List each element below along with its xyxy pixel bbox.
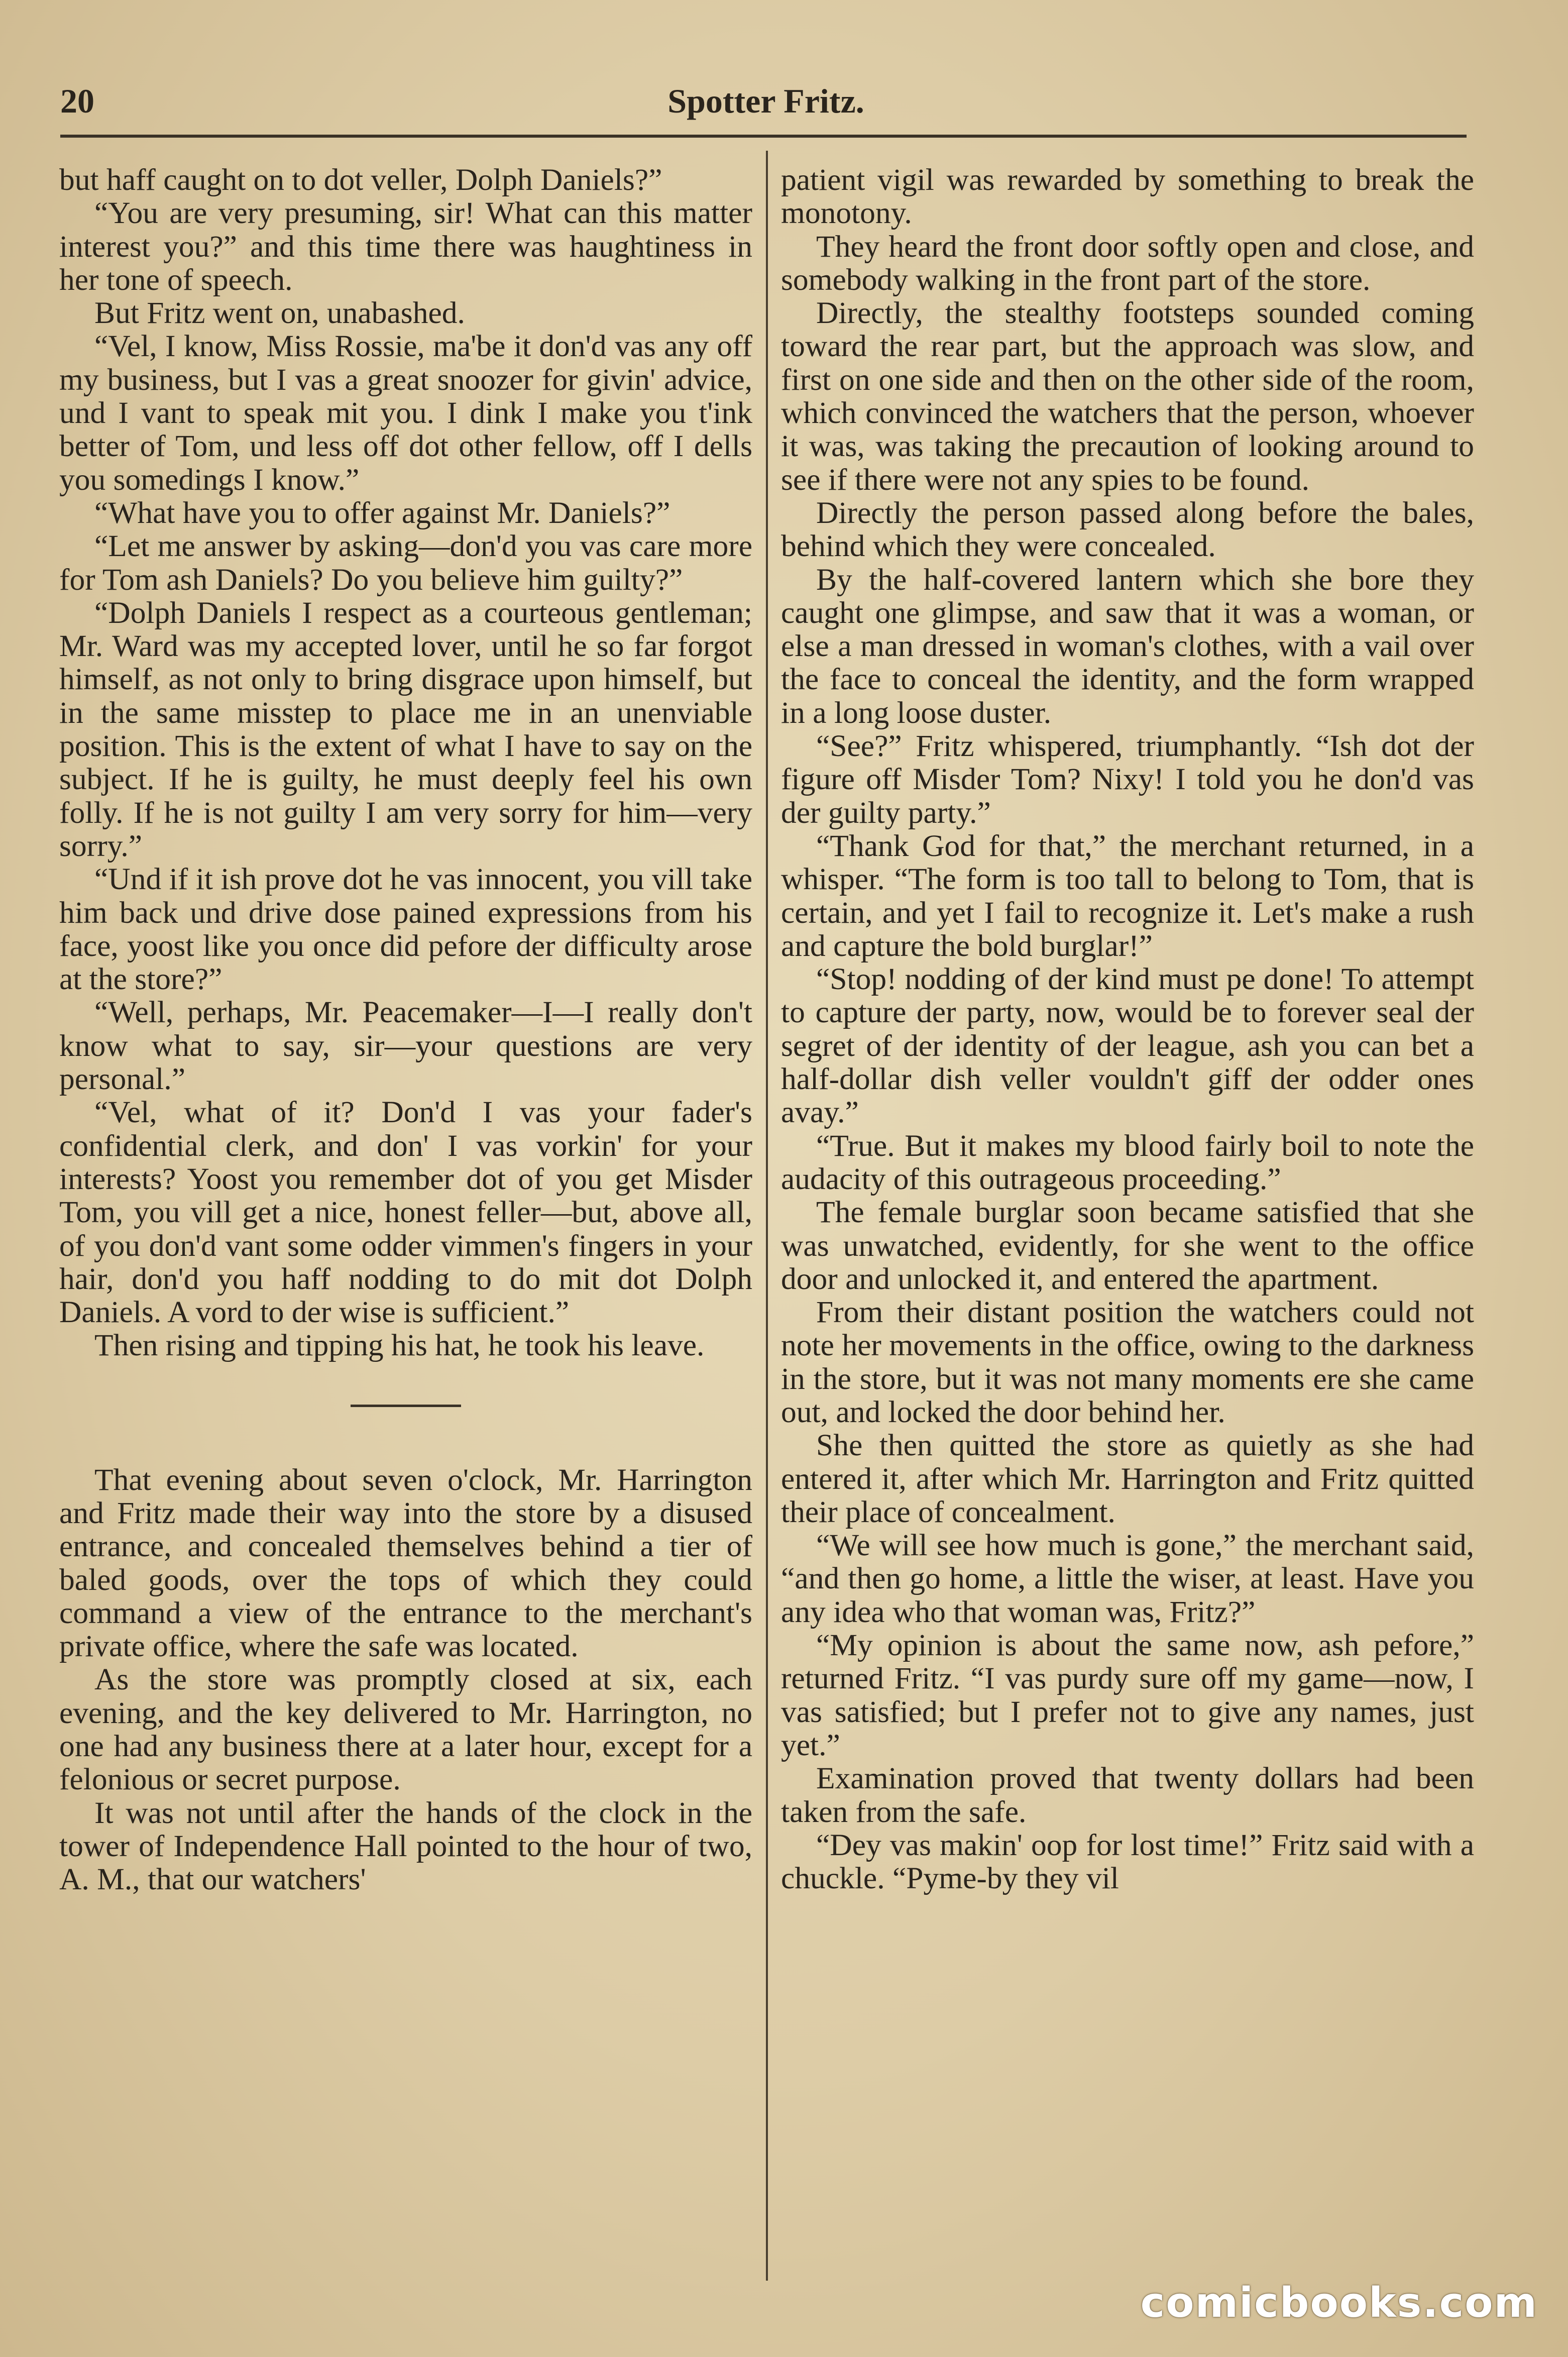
- paragraph: patient vigil was rewarded by something to break the monotony.: [781, 163, 1474, 231]
- paragraph: That evening about seven o'clock, Mr. Harrington and Fritz made their way into the store by a disused entrance, and concealed themselves behind a tier of baled goods, over the tops of which they could command a view of the entrance to the merchant's private office, where the safe was located.: [59, 1462, 752, 1664]
- paragraph: “What have you to offer against Mr. Daniels?”: [94, 495, 670, 530]
- paragraph: She then quitted the store as quietly as she had entered it, after which Mr. Harrington and Fritz quitted their place of concealment.: [781, 1428, 1474, 1529]
- left-column: [59, 163, 752, 2288]
- paragraph: “Let me answer by asking—don'd you vas care more for Tom ash Daniels? Do you believe him guilty?”: [59, 529, 752, 597]
- header-rule: [60, 135, 1467, 138]
- paragraph: “Well, perhaps, Mr. Peacemaker—I—I really don't know what to say, sir—your questions are very personal.”: [59, 995, 752, 1097]
- paragraph: It was not until after the hands of the clock in the tower of Independence Hall pointed to the hour of two, A. M., that our watchers': [59, 1795, 752, 1897]
- paragraph: “Vel, I know, Miss Rossie, ma'be it don'd vas any off my business, but I vas a great snoozer for givin' advice, und I vant to speak mit you. I dink I make you t'ink better of Tom, und less off dot other fellow, off I dells you somedings I know.”: [59, 329, 752, 497]
- column-divider: [766, 151, 768, 2281]
- page-header: [60, 75, 1472, 136]
- paragraph: “Dolph Daniels I respect as a courteous gentleman; Mr. Ward was my accepted lover, until he so far forgot himself, as not only to bring disgrace upon himself, but in the same misstep to place me in an unenviable position. This is the extent of what I have to say on the subject. If he is guilty, he must deeply feel his own folly. If he is not guilty I am very sorry for him—very sorry.”: [59, 595, 752, 863]
- paragraph: Then rising and tipping his hat, he took his leave.: [94, 1328, 705, 1363]
- watermark: comicbooks.com: [1140, 2279, 1538, 2327]
- paragraph: “See?” Fritz whispered, triumphantly. “Ish dot der figure off Misder Tom? Nixy! I told you he don'd vas der guilty party.”: [781, 729, 1474, 830]
- paragraph: As the store was promptly closed at six, each evening, and the key delivered to Mr. Harrington, no one had any business there at a later hour, except for a felonious or secret purpose.: [59, 1662, 752, 1797]
- paragraph: By the half-covered lantern which she bore they caught one glimpse, and saw that it was a woman, or else a man dressed in woman's clothes, with a vail over the face to conceal the identity, and the form wrapped in a long loose duster.: [781, 562, 1474, 730]
- paragraph: The female burglar soon became satisfied that she was unwatched, evidently, for she went to the office door and unlocked it, and entered the apartment.: [781, 1195, 1474, 1296]
- paragraph: “Vel, what of it? Don'd I vas your fader's confidential clerk, and don' I vas vorkin' for your interests? Yoost you remember dot of you get Misder Tom, you vill get a nice, honest feller—but, above all, of you don'd vant some odder vimmen's fingers in your hair, don'd you haff nodding to do mit dot Dolph Daniels. A vord to der wise is sufficient.”: [59, 1095, 752, 1330]
- paragraph: but haff caught on to dot veller, Dolph Daniels?”: [59, 163, 662, 197]
- paragraph: “My opinion is about the same now, ash pefore,” returned Fritz. “I vas purdy sure off my game—now, I vas satisfied; but I prefer not to give any names, just yet.”: [781, 1628, 1474, 1762]
- paragraph: “Thank God for that,” the merchant returned, in a whisper. “The form is too tall to belong to Tom, that is certain, and yet I fail to recognize it. Let's make a rush and capture the bold burglar!”: [781, 828, 1474, 963]
- paragraph: Directly, the stealthy footsteps sounded coming toward the rear part, but the approach was slow, and first on one side and then on the other side of the room, which convinced the watchers that the person, whoever it was, was taking the precaution of looking around to see if there were not any spies to be found.: [781, 296, 1474, 497]
- paragraph: But Fritz went on, unabashed.: [94, 296, 465, 331]
- paragraph: They heard the front door softly open and close, and somebody walking in the front part of the store.: [781, 229, 1474, 297]
- paragraph: “Stop! nodding of der kind must pe done! To attempt to capture der party, now, would be to forever seal der segret of der identity of der league, ash you can bet a half-dollar dish veller vouldn't giff der odder ones avay.”: [781, 962, 1474, 1130]
- running-title: Spotter Fritz.: [667, 82, 864, 120]
- paragraph: Directly the person passed along before the bales, behind which they were concealed.: [781, 495, 1474, 564]
- paragraph: Examination proved that twenty dollars had been taken from the safe.: [781, 1761, 1474, 1829]
- paragraph: “Und if it ish prove dot he vas innocent, you vill take him back und drive dose pained expressions from his face, yoost like you once did pefore der difficulty arose at the store?”: [59, 862, 752, 997]
- paragraph: “We will see how much is gone,” the merchant said, “and then go home, a little the wiser, at least. Have you any idea who that woman was, Fritz?”: [781, 1528, 1474, 1629]
- section-break-rule: [351, 1405, 461, 1407]
- paragraph: “Dey vas makin' oop for lost time!” Fritz said with a chuckle. “Pyme-by they vil: [781, 1828, 1474, 1896]
- paragraph: “True. But it makes my blood fairly boil to note the audacity of this outrageous proceeding.”: [781, 1128, 1474, 1196]
- paragraph: From their distant position the watchers could not note her movements in the office, owing to the darkness in the store, but it was not many moments ere she came out, and locked the door behind her.: [781, 1295, 1474, 1429]
- paragraph: “You are very presuming, sir! What can this matter interest you?” and this time there was haughtiness in her tone of speech.: [59, 196, 752, 297]
- right-column: [781, 163, 1474, 2288]
- page-number: 20: [60, 82, 94, 120]
